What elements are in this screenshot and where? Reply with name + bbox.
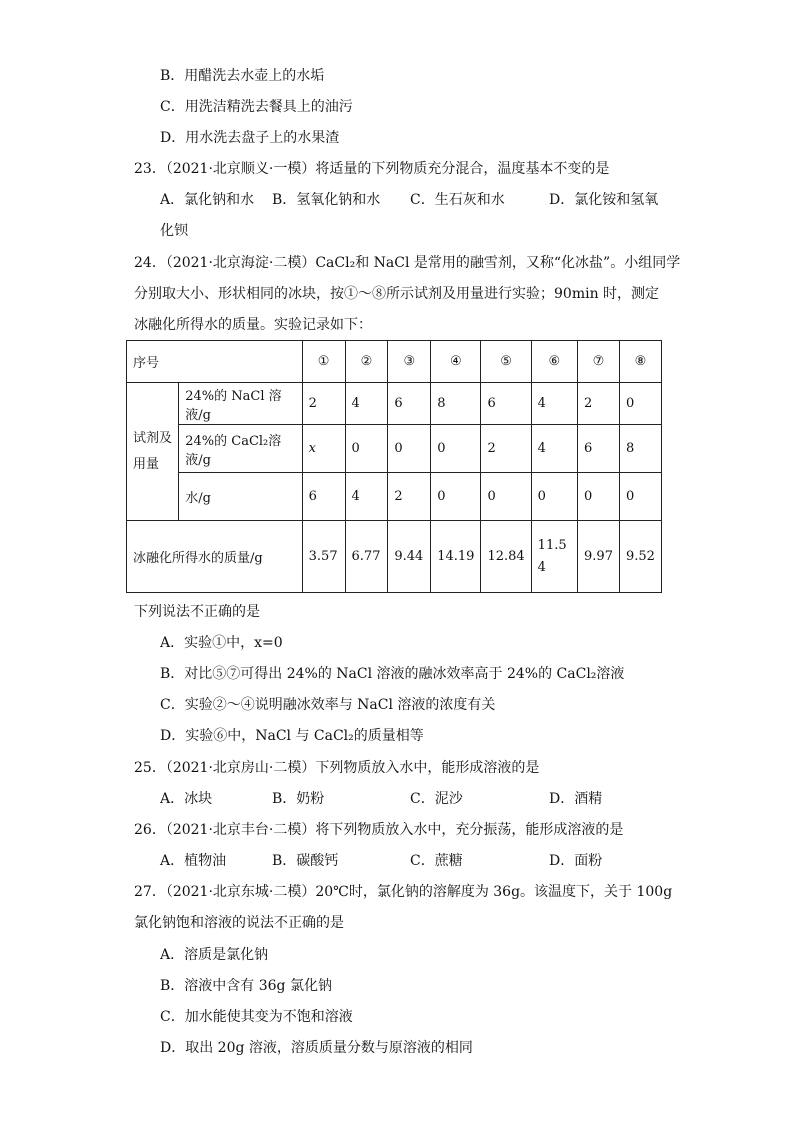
- q27-option-c: C．加水能使其变为不饱和溶液: [160, 1009, 353, 1025]
- q27-option-a: A．溶质是氯化钠: [160, 947, 269, 963]
- q26-option-b: B．碳酸钙: [272, 853, 339, 869]
- experiment-table: [126, 340, 662, 593]
- table-cell: 4: [531, 383, 577, 425]
- result-cell: 11.5 4: [531, 521, 577, 593]
- table-cell: 2: [388, 473, 431, 521]
- q23-option-d: D．氯化铵和氢氧: [549, 192, 659, 208]
- table-cell: 6: [388, 383, 431, 425]
- exp-id: ①: [302, 341, 345, 383]
- q24-question: 下列说法不正确的是: [134, 604, 260, 620]
- exp-id: ③: [388, 341, 431, 383]
- result-cell: 14.19: [431, 521, 481, 593]
- result-cell: 9.97: [578, 521, 620, 593]
- table-cell: 0: [388, 425, 431, 473]
- group-label-line1: 试剂及: [133, 430, 173, 446]
- table-cell: 0: [619, 383, 661, 425]
- table-cell: 0: [578, 473, 620, 521]
- table-row: [127, 473, 662, 521]
- table-cell: 0: [431, 425, 481, 473]
- q27-stem-line1: 27．（2021·北京东城·二模）20℃时，氯化钠的溶解度为 36g。该温度下，关于 100g: [134, 884, 673, 900]
- exp-id: ⑥: [531, 341, 577, 383]
- q22-option-b: B．用醋洗去水壶上的水垢: [160, 68, 325, 84]
- table-cell: 4: [345, 473, 388, 521]
- table-cell: 8: [431, 383, 481, 425]
- table-cell: 6: [302, 473, 345, 521]
- q24-stem-line2: 分别取大小、形状相同的冰块，按①～⑧所示试剂及用量进行实验；90min 时，测定: [134, 286, 660, 302]
- q25-option-d: D．酒精: [549, 791, 603, 807]
- table-cell: 4: [345, 383, 388, 425]
- row-label: 水/g: [179, 473, 302, 521]
- exp-id: ④: [431, 341, 481, 383]
- exp-id: ②: [345, 341, 388, 383]
- q24-stem-line1: 24．（2021·北京海淀·二模）CaCl₂和 NaCl 是常用的融雪剂，又称“化冰盐”。小组同学: [134, 255, 681, 271]
- q23-option-a: A．氯化钠和水: [160, 192, 255, 208]
- table-result-row: [127, 521, 662, 593]
- q23-stem: 23．（2021·北京顺义·一模）将适量的下列物质充分混合，温度基本不变的是: [134, 161, 610, 177]
- exp-id: ⑧: [619, 341, 661, 383]
- row-label: 24%的 CaCl₂溶液/g: [179, 425, 302, 473]
- exp-id: ⑤: [481, 341, 531, 383]
- q25-option-a: A．冰块: [160, 791, 213, 807]
- row-label: 24%的 NaCl 溶液/g: [179, 383, 302, 425]
- q24-option-a: A．实验①中，x=0: [160, 635, 283, 651]
- q24-option-c: C．实验②～④说明融冰效率与 NaCl 溶液的浓度有关: [160, 697, 496, 713]
- q26-option-d: D．面粉: [549, 853, 603, 869]
- q26-option-a: A．植物油: [160, 853, 227, 869]
- q22-option-d: D．用水洗去盘子上的水果渣: [160, 130, 340, 146]
- table-cell: 2: [302, 383, 345, 425]
- group-label-line2: 用量: [133, 456, 160, 472]
- header-label: 序号: [127, 341, 303, 383]
- q25-stem: 25．（2021·北京房山·二模）下列物质放入水中，能形成溶液的是: [134, 760, 540, 776]
- table-cell: x: [302, 425, 345, 473]
- table-row: [127, 383, 662, 425]
- table-row: [127, 425, 662, 473]
- result-label: 冰融化所得水的质量/g: [127, 521, 303, 593]
- q26-option-c: C．蔗糖: [410, 853, 463, 869]
- q24-option-d: D．实验⑥中，NaCl 与 CaCl₂的质量相等: [160, 728, 424, 744]
- q24-option-b: B．对比⑤⑦可得出 24%的 NaCl 溶液的融冰效率高于 24%的 CaCl₂溶液: [160, 666, 625, 682]
- q25-option-b: B．奶粉: [272, 791, 325, 807]
- q25-option-c: C．泥沙: [410, 791, 463, 807]
- result-cell: 6.77: [345, 521, 388, 593]
- table-cell: 0: [481, 473, 531, 521]
- q22-option-c: C．用洗洁精洗去餐具上的油污: [160, 99, 353, 115]
- q23-option-d-cont: 化钡: [160, 223, 188, 239]
- q27-option-d: D．取出 20g 溶液，溶质质量分数与原溶液的相同: [160, 1040, 473, 1056]
- table-cell: 2: [578, 383, 620, 425]
- table-cell: 0: [619, 473, 661, 521]
- q27-stem-line2: 氯化钠饱和溶液的说法不正确的是: [134, 915, 344, 931]
- table-header-row: [127, 341, 662, 383]
- table-cell: 0: [431, 473, 481, 521]
- q27-option-b: B．溶液中含有 36g 氯化钠: [160, 978, 332, 994]
- table-cell: 0: [531, 473, 577, 521]
- table-cell: 6: [578, 425, 620, 473]
- result-cell: 9.44: [388, 521, 431, 593]
- q24-stem-line3: 冰融化所得水的质量。实验记录如下：: [134, 317, 372, 333]
- q23-option-c: C．生石灰和水: [410, 192, 505, 208]
- result-cell: 3.57: [302, 521, 345, 593]
- exp-id: ⑦: [578, 341, 620, 383]
- table-cell: 6: [481, 383, 531, 425]
- q26-stem: 26．（2021·北京丰台·二模）将下列物质放入水中，充分振荡，能形成溶液的是: [134, 822, 624, 838]
- result-cell: 9.52: [619, 521, 661, 593]
- table-cell: 8: [619, 425, 661, 473]
- table-cell: 4: [531, 425, 577, 473]
- table-cell: 2: [481, 425, 531, 473]
- result-cell: 12.84: [481, 521, 531, 593]
- table-cell: 0: [345, 425, 388, 473]
- group-label: [127, 383, 179, 521]
- q23-option-b: B．氢氧化钠和水: [272, 192, 381, 208]
